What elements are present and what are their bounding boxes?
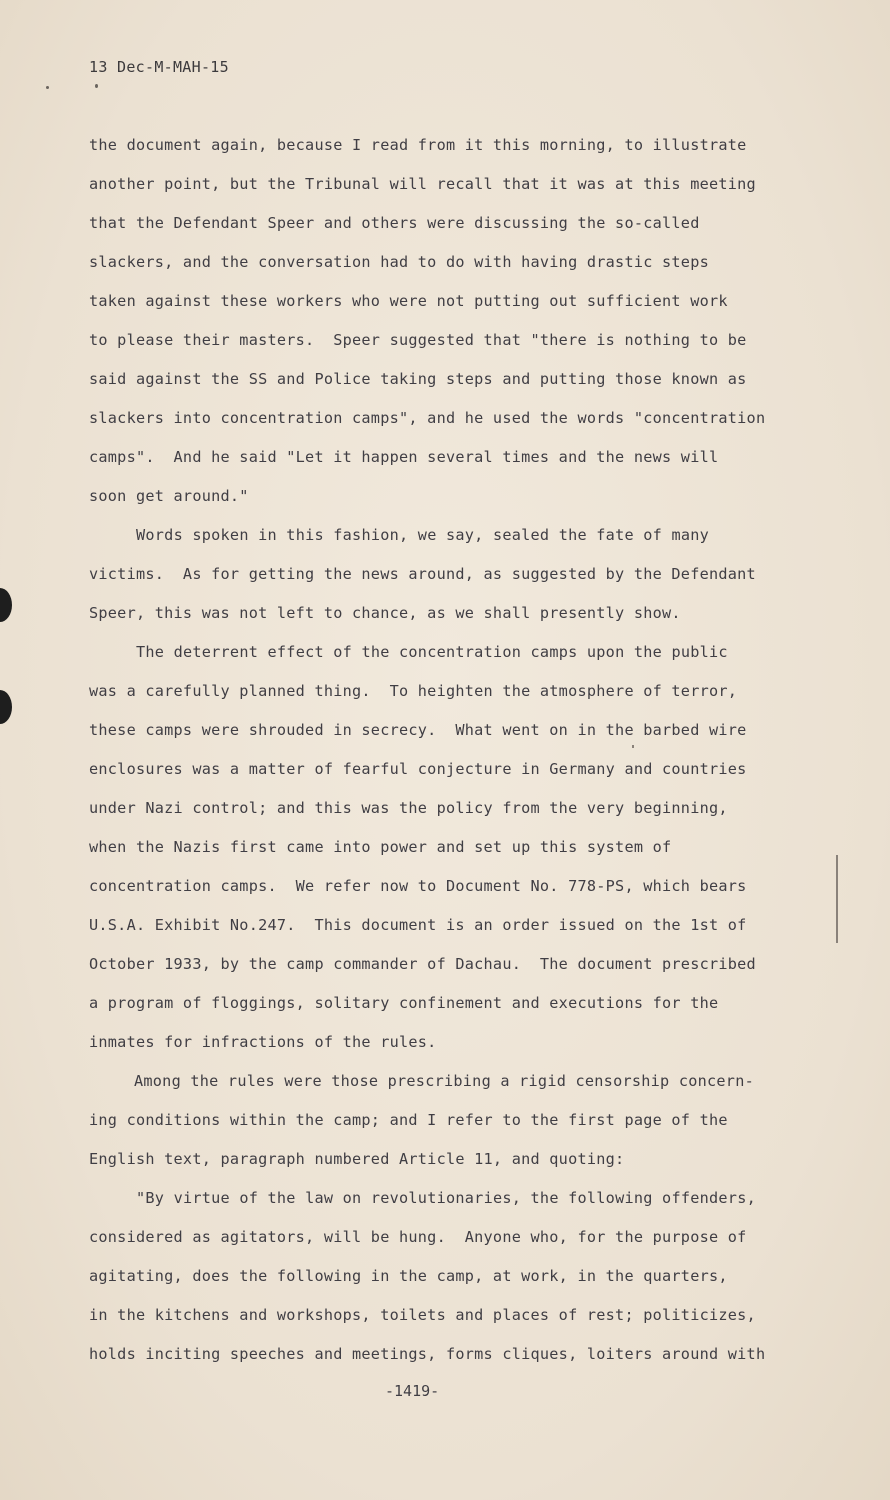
text-line: U.S.A. Exhibit No.247. This document is an order issued on the 1st of — [89, 916, 747, 934]
text-line: Speer, this was not left to chance, as we shall presently show. — [89, 604, 681, 622]
text-line: ing conditions within the camp; and I refer to the first page of the — [89, 1111, 728, 1129]
text-line: said against the SS and Police taking steps and putting those known as — [89, 370, 747, 388]
text-line: holds inciting speeches and meetings, forms cliques, loiters around with — [89, 1345, 766, 1363]
paper-speck — [95, 84, 98, 88]
text-line: slackers into concentration camps", and he used the words "concentration — [89, 409, 766, 427]
text-line: agitating, does the following in the camp, at work, in the quarters, — [89, 1267, 728, 1285]
text-line: October 1933, by the camp commander of Dachau. The document prescribed — [89, 955, 756, 973]
text-line: in the kitchens and workshops, toilets and places of rest; politicizes, — [89, 1306, 756, 1324]
page-number: -1419- — [385, 1382, 440, 1400]
text-line: soon get around." — [89, 487, 249, 505]
text-line: inmates for infractions of the rules. — [89, 1033, 437, 1051]
text-line: concentration camps. We refer now to Document No. 778-PS, which bears — [89, 877, 747, 895]
text-line: The deterrent effect of the concentration camps upon the public — [136, 643, 728, 661]
text-line: Among the rules were those prescribing a rigid censorship concern- — [134, 1072, 754, 1090]
punch-hole — [0, 690, 12, 724]
text-line: English text, paragraph numbered Article 11, and quoting: — [89, 1150, 625, 1168]
text-line: the document again, because I read from it this morning, to illustrate — [89, 136, 747, 154]
text-line: under Nazi control; and this was the policy from the very beginning, — [89, 799, 728, 817]
text-line: victims. As for getting the news around, as suggested by the Defendant — [89, 565, 756, 583]
paper-mark — [632, 745, 634, 748]
punch-hole — [0, 588, 12, 622]
text-line: "By virtue of the law on revolutionaries, the following offenders, — [136, 1189, 756, 1207]
text-line: these camps were shrouded in secrecy. What went on in the barbed wire — [89, 721, 747, 739]
text-line: enclosures was a matter of fearful conjecture in Germany and countries — [89, 760, 747, 778]
text-line: another point, but the Tribunal will recall that it was at this meeting — [89, 175, 756, 193]
text-line: Words spoken in this fashion, we say, sealed the fate of many — [136, 526, 710, 544]
text-line: taken against these workers who were not putting out sufficient work — [89, 292, 728, 310]
text-line: that the Defendant Speer and others were discussing the so-called — [89, 214, 700, 232]
text-line: to please their masters. Speer suggested that "there is nothing to be — [89, 331, 747, 349]
document-header: 13 Dec-M-MAH-15 — [89, 58, 229, 76]
text-line: slackers, and the conversation had to do with having drastic steps — [89, 253, 709, 271]
text-line: a program of floggings, solitary confinement and executions for the — [89, 994, 719, 1012]
text-line: when the Nazis first came into power and set up this system of — [89, 838, 672, 856]
paper-speck — [46, 86, 49, 89]
text-line: considered as agitators, will be hung. Anyone who, for the purpose of — [89, 1228, 747, 1246]
paper-mark — [836, 855, 838, 943]
text-line: camps". And he said "Let it happen several times and the news will — [89, 448, 719, 466]
text-line: was a carefully planned thing. To heighten the atmosphere of terror, — [89, 682, 738, 700]
